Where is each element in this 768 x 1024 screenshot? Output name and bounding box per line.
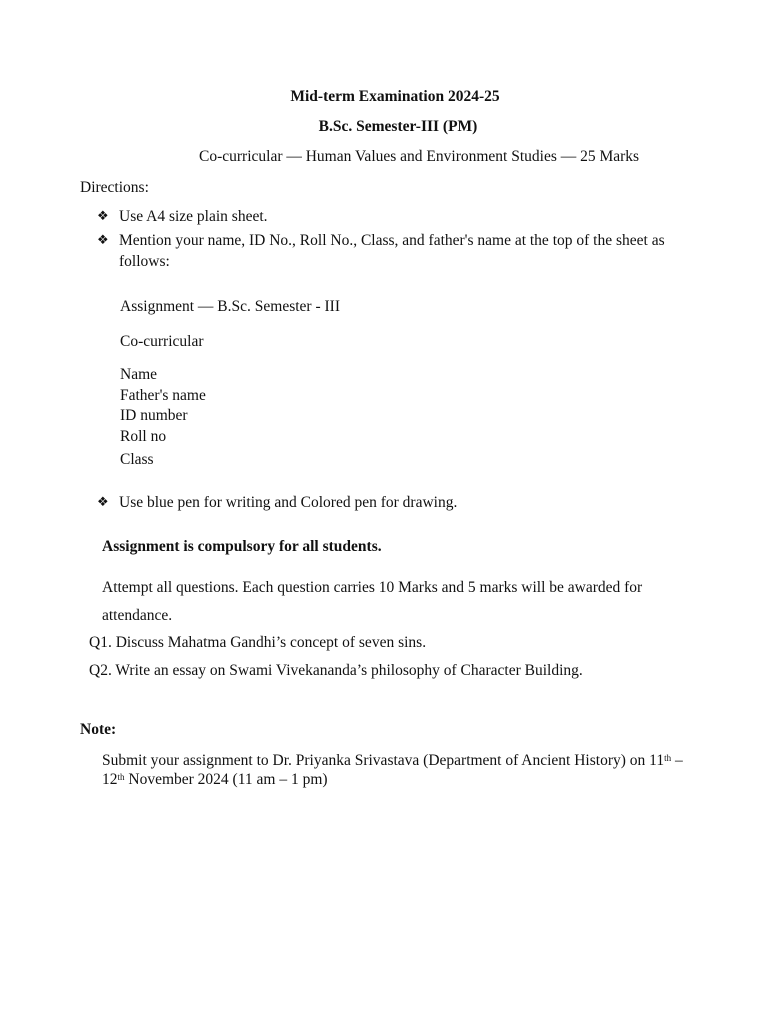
format-co-curricular: Co-curricular (120, 333, 204, 350)
note-line-2-sup: th (117, 772, 125, 782)
format-field-id-number: ID number (120, 407, 188, 424)
instructions-line-2: attendance. (102, 607, 173, 624)
note-line-1-sup: th (664, 753, 672, 763)
note-line-2-num: 12 (102, 771, 118, 788)
direction-bullet-3: Use blue pen for writing and Colored pen for drawing. (119, 494, 458, 511)
instructions-line-1: Attempt all questions. Each question carries 10 Marks and 5 marks will be awarded for (102, 579, 643, 596)
note-heading: Note: (80, 721, 117, 738)
format-field-name: Name (120, 366, 158, 383)
note-line-2-text: November 2024 (11 am – 1 pm) (124, 771, 328, 788)
compulsory-note: Assignment is compulsory for all students. (102, 538, 382, 555)
format-field-class: Class (120, 451, 154, 468)
question-1: Q1. Discuss Mahatma Gandhi’s concept of seven sins. (89, 634, 427, 651)
direction-bullet-2-line-2: follows: (119, 253, 170, 270)
exam-title: Mid-term Examination 2024-25 (290, 88, 500, 105)
course-title: Co-curricular — Human Values and Environment Studies — 25 Marks (199, 148, 640, 165)
question-2: Q2. Write an essay on Swami Vivekananda’s philosophy of Character Building. (89, 662, 583, 679)
format-field-father-name: Father's name (120, 387, 206, 404)
diamond-bullet-icon: ❖ (97, 495, 109, 510)
semester-title: B.Sc. Semester-III (PM) (318, 118, 478, 135)
note-line-1 (102, 751, 683, 771)
format-field-roll-no: Roll no (120, 428, 167, 445)
format-assignment-line: Assignment — B.Sc. Semester - III (120, 298, 340, 315)
direction-bullet-1: Use A4 size plain sheet. (119, 208, 268, 225)
note-line-2 (102, 770, 328, 790)
note-line-1-tail: – (671, 752, 683, 769)
diamond-bullet-icon: ❖ (97, 209, 109, 224)
direction-bullet-2-line-1: Mention your name, ID No., Roll No., Class, and father's name at the top of the sheet as (119, 232, 665, 249)
directions-heading: Directions: (80, 179, 149, 196)
note-line-1-text: Submit your assignment to Dr. Priyanka Srivastava (Department of Ancient History) on 11 (102, 752, 665, 769)
diamond-bullet-icon: ❖ (97, 233, 109, 248)
